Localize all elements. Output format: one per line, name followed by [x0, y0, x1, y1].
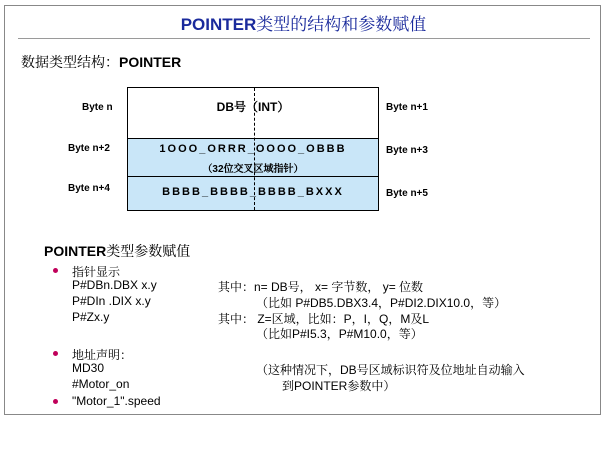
- area-pointer-note: （32位交叉区域指针）: [202, 164, 304, 175]
- title-rest: 类型的结构和参数赋值: [256, 15, 427, 34]
- motor-speed-address: "Motor_1".speed: [72, 394, 161, 408]
- note-auto-input-cont: 到POINTER参数中）: [282, 379, 396, 393]
- param-heading-bold: POINTER: [44, 243, 107, 259]
- bullet-label-address: 地址声明：: [72, 348, 133, 362]
- structure-label: 数据类型结构：: [21, 54, 119, 70]
- byte-label-n2: Byte n+2: [68, 143, 110, 154]
- pointer-row-address: [128, 177, 378, 210]
- param-heading: [44, 241, 190, 261]
- title-bold: POINTER: [180, 15, 257, 34]
- pointer-format-di: P#DIn .DIX x.y: [72, 294, 151, 308]
- note-area-format: 其中： Z=区域，比如：P，I，Q，M及L: [218, 312, 430, 326]
- byte-label-n3: Byte n+3: [386, 145, 428, 156]
- byte-label-n: Byte n: [82, 102, 113, 113]
- address-bits-text: BBBB_BBBB_BBBB_BXXX: [162, 186, 344, 198]
- structure-name: POINTER: [119, 54, 182, 70]
- pointer-format-area: P#Zx.y: [72, 310, 110, 324]
- bullet-dot-3: [53, 399, 58, 404]
- note-auto-input: （这种情况下，DB号区域标识符及位地址自动输入: [256, 363, 525, 377]
- byte-label-n4: Byte n+4: [68, 183, 110, 194]
- byte-label-n5: Byte n+5: [386, 188, 428, 199]
- address-md30: MD30: [72, 361, 105, 375]
- bullet-dot-1: [53, 268, 58, 273]
- bullet-label-pointer-display: 指针显示: [72, 265, 121, 279]
- note-db-example: （比如 P#DB5.DBX3.4，P#DI2.DIX10.0，等）: [256, 296, 507, 310]
- pointer-row-area: [128, 139, 378, 177]
- param-heading-rest: 类型参数赋值: [106, 243, 191, 259]
- byte-label-n1: Byte n+1: [386, 102, 428, 113]
- area-bits-text: 1OOO_ORRR_OOOO_OBBB: [159, 143, 347, 155]
- db-number-text: DB号（INT）: [216, 100, 290, 114]
- structure-heading: [21, 52, 181, 72]
- note-db-format: 其中：n= DB号， x= 字节数， y= 位数: [218, 280, 424, 294]
- title-divider: [18, 38, 590, 39]
- slide-title: [0, 10, 607, 35]
- byte-divider-line: [254, 88, 255, 210]
- address-motor-on: #Motor_on: [72, 377, 130, 391]
- pointer-structure-box: [127, 87, 379, 211]
- bullet-dot-2: [53, 351, 58, 356]
- note-area-example: （比如P#I5.3，P#M10.0，等）: [256, 327, 423, 341]
- pointer-row-db: [128, 88, 378, 139]
- pointer-format-db: P#DBn.DBX x.y: [72, 278, 157, 292]
